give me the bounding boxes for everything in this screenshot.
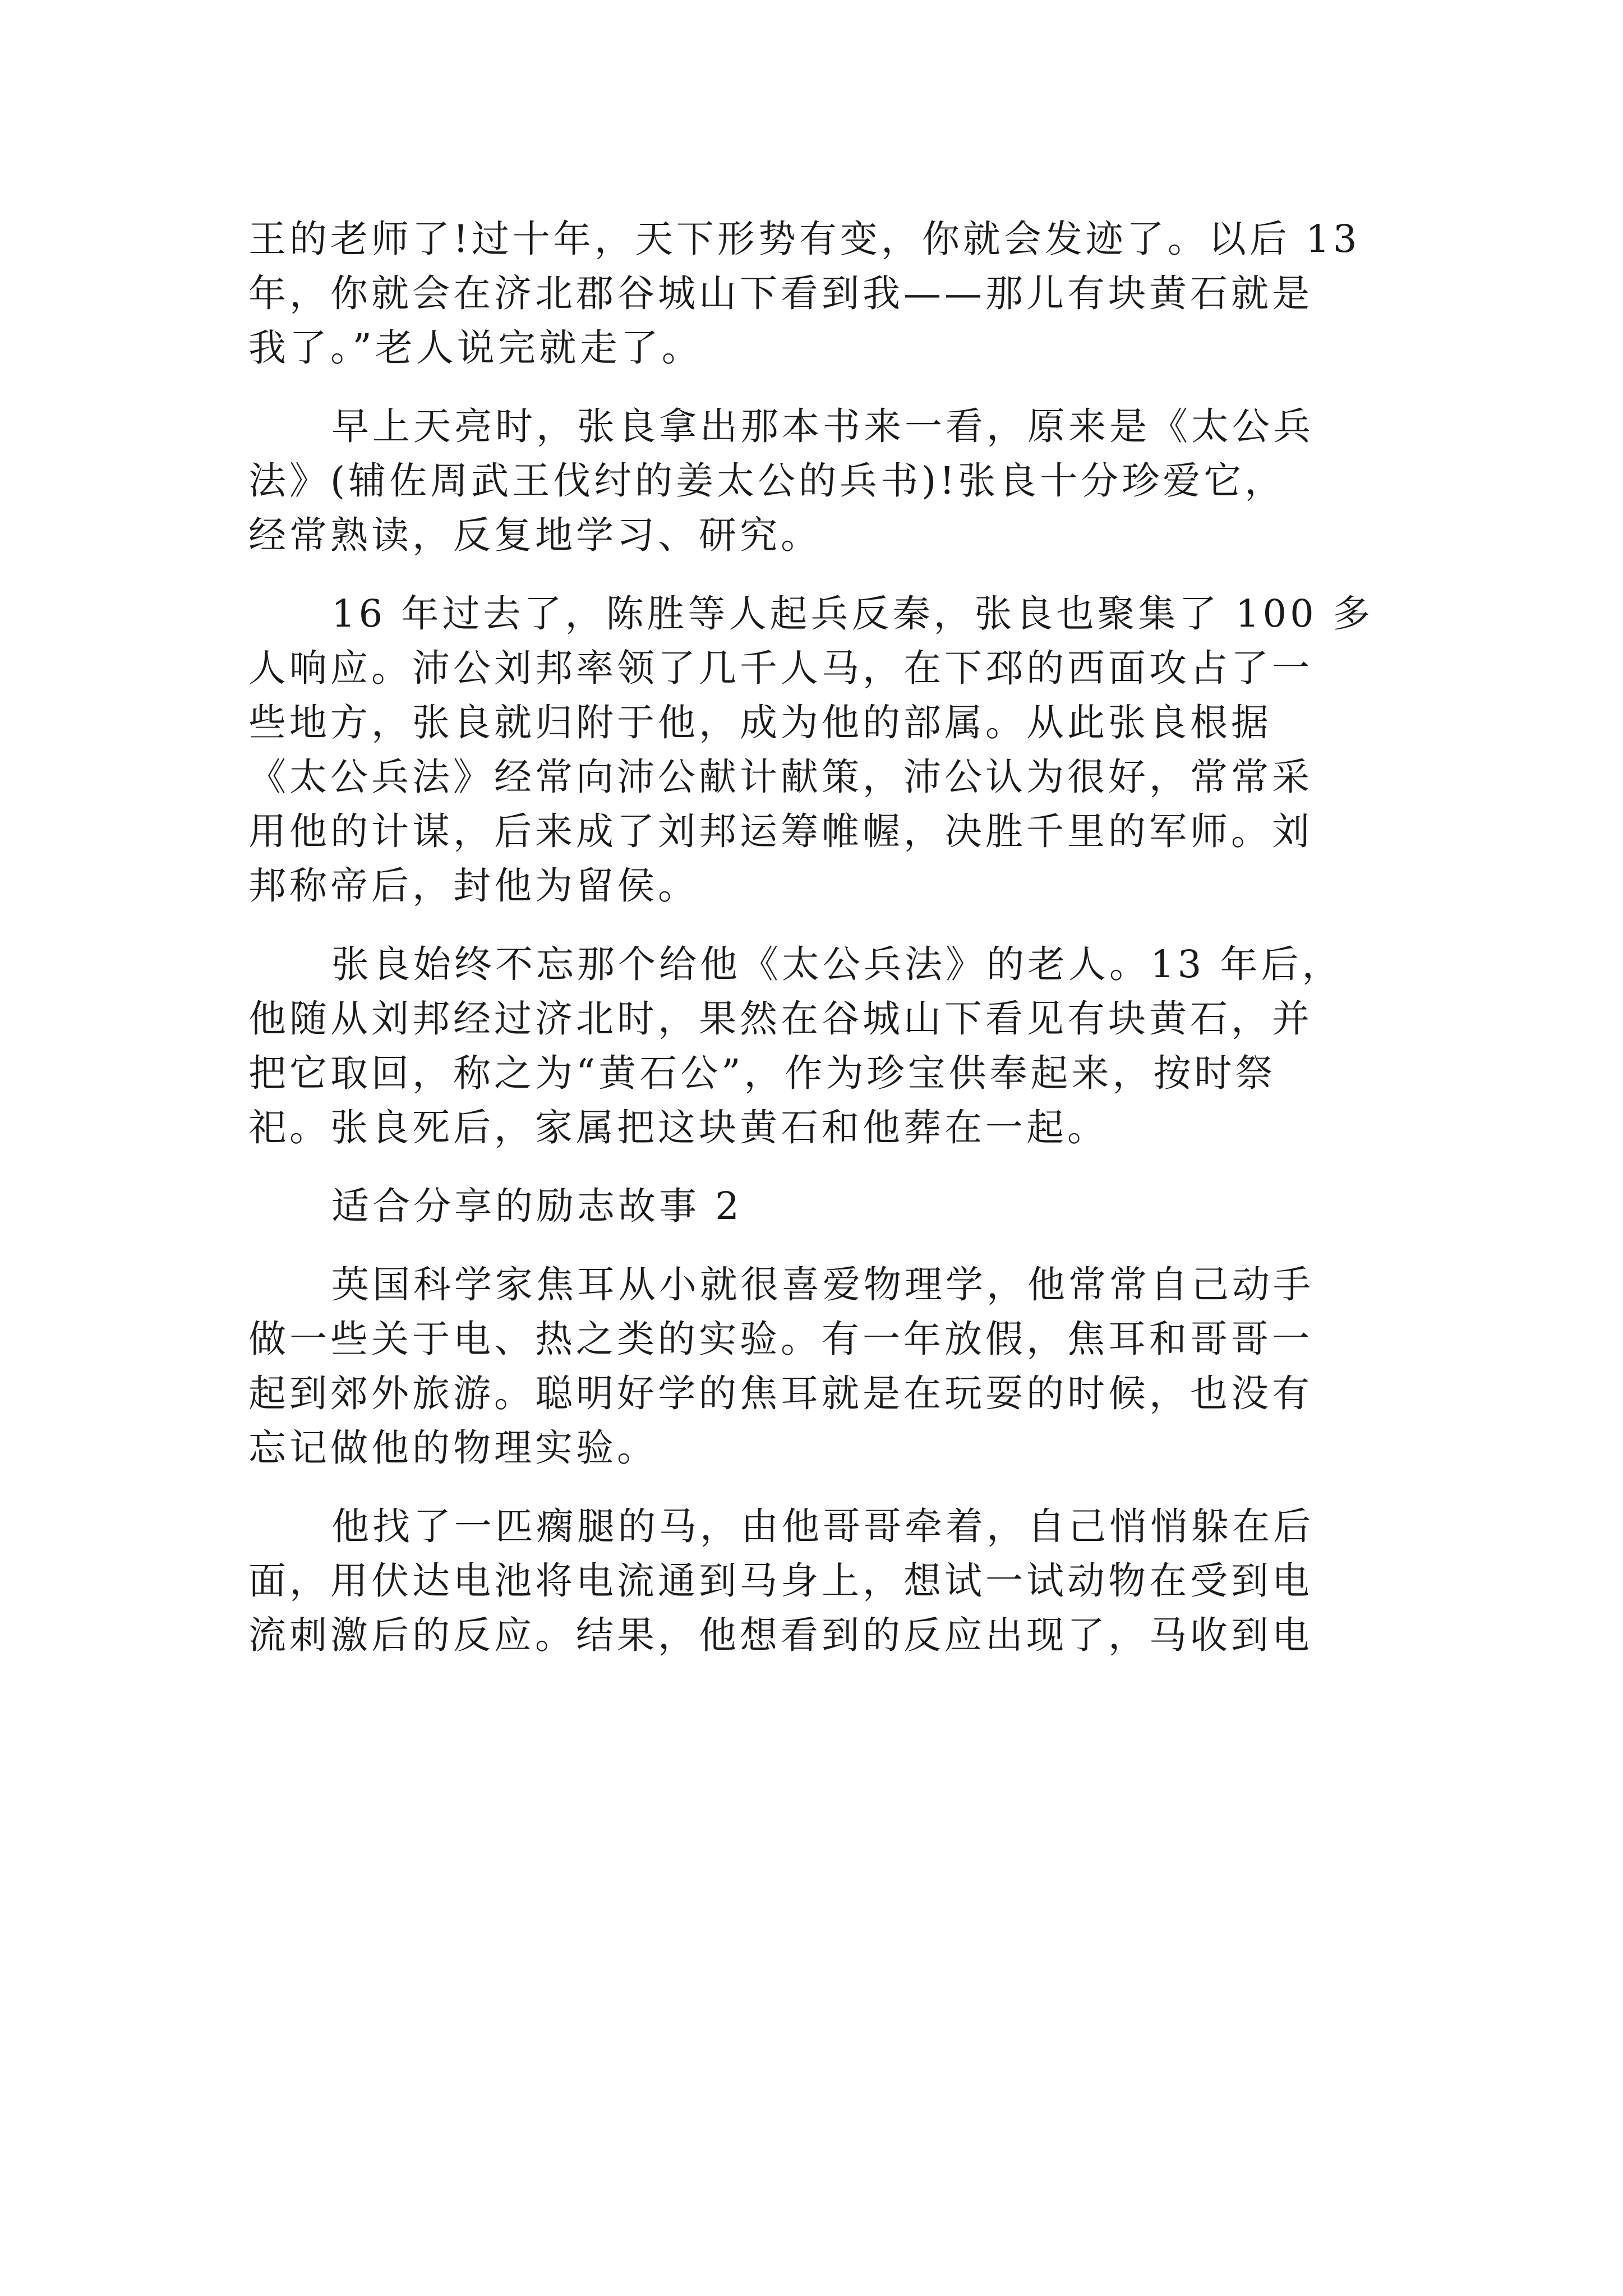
paragraph: [248, 1499, 1378, 1663]
text-line: 《太公兵法》经常向沛公献计献策，沛公认为很好，常常采: [248, 755, 1313, 799]
paragraph: [248, 587, 1378, 913]
heading-text: 适合分享的励志故事 2: [331, 1184, 743, 1228]
text-line: 邦称帝后，封他为留侯。: [248, 864, 699, 908]
paragraph: [248, 399, 1378, 563]
text-line: 做一些关于电、热之类的实验。有一年放假，焦耳和哥哥一: [248, 1317, 1313, 1361]
text-line: 早上天亮时，张良拿出那本书来一看，原来是《太公兵: [331, 404, 1314, 448]
text-line: 忘记做他的物理实验。: [248, 1426, 658, 1470]
text-line: 经常熟读，反复地学习、研究。: [248, 513, 822, 557]
text-line: 些地方，张良就归附于他，成为他的部属。从此张良根据: [248, 701, 1272, 744]
text-line: 祀。张良死后，家属把这块黄石和他葬在一起。: [248, 1106, 1108, 1149]
text-line: 起到郊外旅游。聪明好学的焦耳就是在玩耍的时候，也没有: [248, 1372, 1313, 1415]
text-line: 他找了一匹瘸腿的马，由他哥哥牵着，自己悄悄躲在后: [331, 1504, 1314, 1548]
text-line: 我了。”老人说完就走了。: [248, 326, 703, 370]
text-line: 法》(辅佐周武王伐纣的姜太公的兵书)!张良十分珍爱它，: [248, 459, 1286, 503]
text-line: 面，用伏达电池将电流通到马身上，想试一试动物在受到电: [248, 1559, 1313, 1603]
text-line: 把它取回，称之为“黄石公”，作为珍宝供奉起来，按时祭: [248, 1051, 1276, 1095]
text-line: 张良始终不忘那个给他《太公兵法》的老人。13 年后，: [331, 942, 1343, 986]
paragraph: [248, 1258, 1378, 1475]
text-line: 英国科学家焦耳从小就很喜爱物理学，他常常自己动手: [331, 1263, 1314, 1306]
paragraph: [248, 937, 1378, 1155]
text-line: 16 年过去了，陈胜等人起兵反秦，张良也聚集了 100 多: [331, 592, 1374, 636]
text-line: 他随从刘邦经过济北时，果然在谷城山下看见有块黄石，并: [248, 997, 1313, 1041]
text-line: 流刺激后的反应。结果，他想看到的反应出现了，马收到电: [248, 1613, 1313, 1657]
paragraph: [248, 212, 1378, 375]
text-line: 年，你就会在济北郡谷城山下看到我——那儿有块黄石就是: [248, 272, 1313, 315]
text-line: 人响应。沛公刘邦率领了几千人马，在下邳的西面攻占了一: [248, 646, 1313, 690]
text-line: 王的老师了!过十年，天下形势有变，你就会发迹了。以后 13: [248, 217, 1361, 261]
document-body: [248, 212, 1378, 1663]
section-heading: [248, 1179, 1378, 1234]
text-line: 用他的计谋，后来成了刘邦运筹帷幄，决胜千里的军师。刘: [248, 809, 1313, 853]
